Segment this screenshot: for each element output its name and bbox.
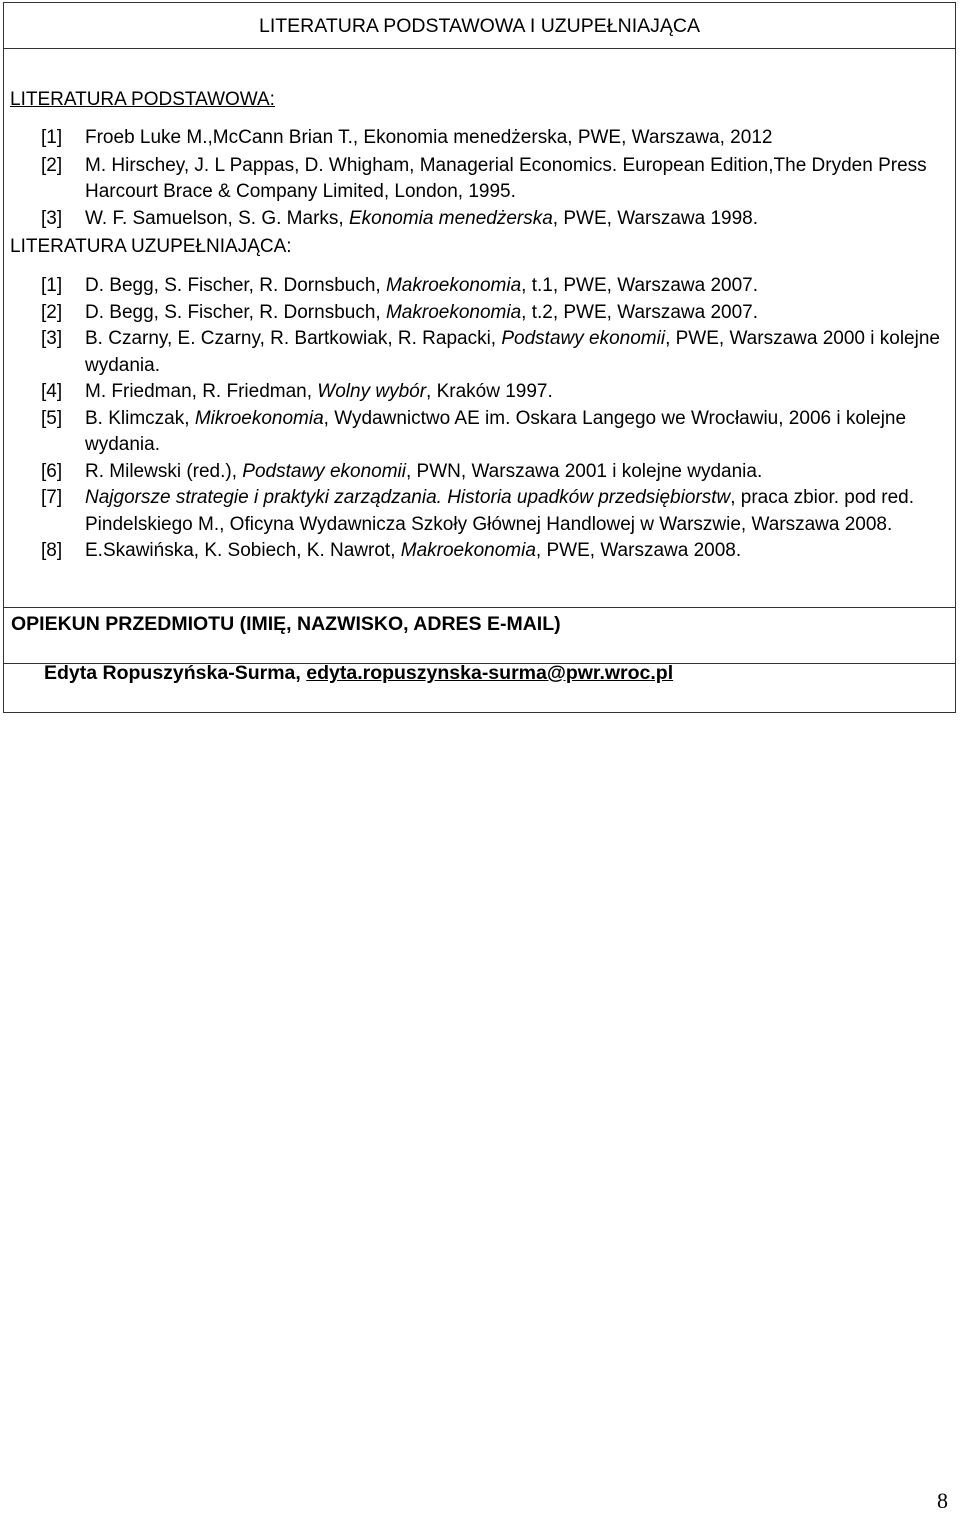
item-number: [2] <box>41 154 63 176</box>
item-authors: E.Skawińska, K. Sobiech, K. Nawrot, <box>85 540 401 561</box>
guardian-name: Edyta Ropuszyńska-Surma, <box>44 662 307 684</box>
item-number: [4] <box>41 381 63 402</box>
item-publisher: , PWE, Warszawa 2000 i kolejne wydania. <box>85 328 940 376</box>
item-number: [3] <box>41 328 63 349</box>
item-title: Makroekonomia <box>385 275 522 296</box>
item-title: Najgorsze strategie i praktyki zarządzania. Historia upadków przedsiębiorstw <box>85 487 731 508</box>
item-title: Ekonomia menedżerska <box>348 207 553 229</box>
extra-literature-list <box>41 273 941 565</box>
item-publisher: , praca zbior. pod red. Pindelskiego M., Oficyna Wydawnicza Szkoły Głównej Handlowej w Warszwie, Warszawa 2008. <box>85 487 915 535</box>
list-item <box>41 300 941 327</box>
item-number: [7] <box>41 487 63 508</box>
item-number: [1] <box>41 127 63 148</box>
item-authors: D. Begg, S. Fischer, R. Dornsbuch, <box>85 301 386 323</box>
item-number: [6] <box>41 460 63 482</box>
list-item <box>41 206 941 233</box>
list-item <box>41 406 941 459</box>
page-number: 8 <box>937 1488 948 1513</box>
item-number: [3] <box>41 207 63 229</box>
item-publisher: , Kraków 1997. <box>426 381 553 402</box>
item-publisher: , t.2, PWE, Warszawa 2007. <box>521 301 759 323</box>
item-number: [5] <box>41 407 63 429</box>
item-publisher: , t.1, PWE, Warszawa 2007. <box>521 275 759 296</box>
table-title-row <box>4 3 955 49</box>
item-title: Podstawy ekonomii <box>501 328 666 349</box>
item-title: Makroekonomia <box>400 540 536 561</box>
item-title: Makroekonomia <box>385 301 522 323</box>
list-item <box>41 485 941 538</box>
list-item <box>41 459 941 486</box>
item-authors: W. F. Samuelson, S. G. Marks, <box>85 207 349 229</box>
item-authors: D. Begg, S. Fischer, R. Dornsbuch, <box>85 275 386 296</box>
list-item <box>41 379 941 406</box>
item-title: Mikroekonomia <box>194 407 324 429</box>
item-authors: M. Friedman, R. Friedman, <box>85 381 318 402</box>
guardian-email-link[interactable]: edyta.ropuszynska-surma@pwr.wroc.pl <box>306 662 674 684</box>
item-authors: B. Czarny, E. Czarny, R. Bartkowiak, R. Rapacki, <box>85 328 502 349</box>
guardian-row <box>4 607 955 664</box>
basic-literature-heading: LITERATURA PODSTAWOWA: <box>10 89 275 110</box>
list-item <box>41 125 941 152</box>
extra-literature-heading: LITERATURA UZUPEŁNIAJĄCA: <box>10 236 292 257</box>
guardian-label: OPIEKUN PRZEDMIOTU (IMIĘ, NAZWISKO, ADRES E-MAIL) <box>11 613 561 635</box>
basic-literature-list <box>41 125 941 232</box>
item-number: [1] <box>41 275 63 296</box>
item-text: Froeb Luke M.,McCann Brian T., Ekonomia menedżerska, PWE, Warszawa, 2012 <box>85 127 773 148</box>
item-title: Wolny wybór <box>317 381 427 402</box>
list-item <box>41 153 941 206</box>
item-publisher: , PWE, Warszawa 1998. <box>552 207 758 229</box>
item-authors: B. Klimczak, <box>85 407 195 429</box>
item-number: [8] <box>41 540 63 561</box>
item-title: Podstawy ekonomii <box>242 460 406 482</box>
item-authors: R. Milewski (red.), <box>85 460 243 482</box>
item-number: [2] <box>41 301 63 323</box>
table-title: LITERATURA PODSTAWOWA I UZUPEŁNIAJĄCA <box>259 15 700 37</box>
list-item <box>41 326 941 379</box>
item-publisher: , Wydawnictwo AE im. Oskara Langego we Wrocławiu, 2006 i kolejne wydania. <box>85 407 907 455</box>
item-publisher: , PWN, Warszawa 2001 i kolejne wydania. <box>406 460 763 482</box>
guardian-contact <box>44 662 673 685</box>
item-text: M. Hirschey, J. L Pappas, D. Whigham, Managerial Economics. European Edition,The Dryden Press Harcourt Brace & Company Limited, London, 1995. <box>85 154 927 202</box>
list-item <box>41 273 941 300</box>
list-item <box>41 538 941 565</box>
item-publisher: , PWE, Warszawa 2008. <box>535 540 742 561</box>
